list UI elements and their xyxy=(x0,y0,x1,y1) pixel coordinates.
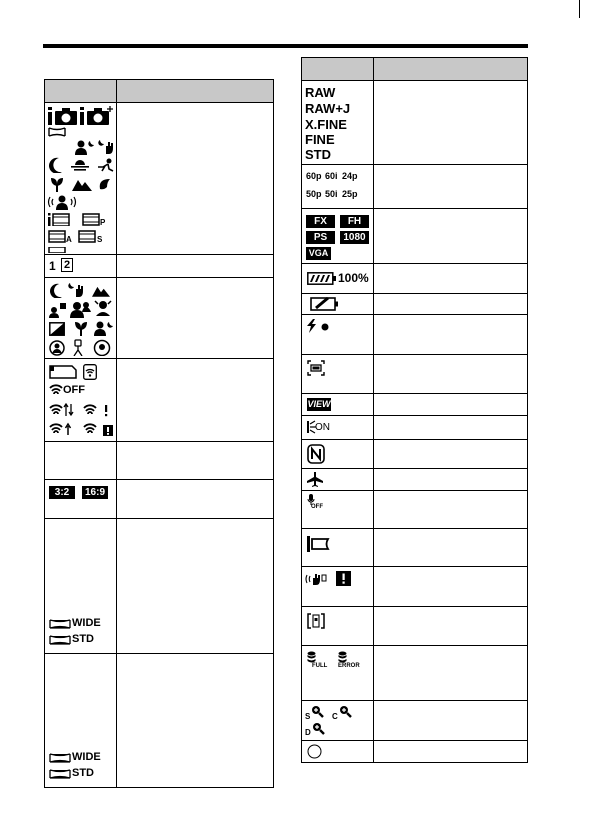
movie-s-label: S xyxy=(97,235,103,244)
quality-raw-j-label: RAW+J xyxy=(305,101,351,116)
table-row xyxy=(45,103,274,255)
table-row xyxy=(302,264,528,294)
sports-action-icon xyxy=(97,158,115,172)
table-row xyxy=(302,741,528,763)
right-icon-table xyxy=(301,57,528,763)
fps-60p-label: 60p xyxy=(306,171,322,181)
rec-1080-badge: 1080 xyxy=(340,231,369,244)
database-full-label: FULL xyxy=(312,663,328,669)
table-row xyxy=(302,701,528,741)
flash-charging-icon xyxy=(307,319,331,333)
panorama-std-label: STD xyxy=(72,633,94,645)
spotlight-icon xyxy=(94,300,112,318)
wifi-transfer-icon xyxy=(49,403,75,417)
quality-std-label: STD xyxy=(305,147,331,162)
battery-empty-icon xyxy=(308,297,338,311)
aspect-16-9-badge: 16:9 xyxy=(82,486,108,499)
fps-50i-label: 50i xyxy=(325,189,338,199)
table-header-row xyxy=(45,80,274,103)
movie-p-icon xyxy=(82,213,100,226)
backlight-portrait-icon xyxy=(49,302,67,318)
aspect-3-2-badge: 3:2 xyxy=(49,486,75,499)
panorama-std-icon xyxy=(49,769,71,779)
lens-flag-icon xyxy=(307,536,331,552)
movie-p-label: P xyxy=(100,218,106,227)
table-row xyxy=(302,315,528,355)
macro-icon xyxy=(49,176,65,192)
table-row xyxy=(302,646,528,701)
portrait-icon xyxy=(75,139,95,155)
panorama-wide-icon xyxy=(49,619,71,629)
movie-s-icon xyxy=(78,230,96,243)
fps-24p-label: 24p xyxy=(342,171,358,181)
table-row xyxy=(45,519,274,654)
portrait-group-icon xyxy=(69,300,91,318)
table-row xyxy=(45,255,274,278)
baby-icon xyxy=(93,339,111,356)
person-circle-icon xyxy=(49,340,65,356)
table-row xyxy=(302,394,528,416)
panorama-std-icon xyxy=(49,635,71,645)
table-row xyxy=(302,355,528,394)
panorama-wide-label: WIDE xyxy=(72,751,101,763)
table-row xyxy=(45,654,274,788)
table-row xyxy=(45,480,274,519)
table-row xyxy=(302,209,528,264)
zoom-c-icon xyxy=(339,705,352,718)
rec-fh-badge: FH xyxy=(340,215,369,228)
circle-icon xyxy=(307,744,322,759)
hand-held-twilight-icon xyxy=(97,139,115,155)
camera-shake-icon xyxy=(305,572,327,586)
fps-25p-label: 25p xyxy=(342,189,358,199)
memory-1-label: 1 xyxy=(49,259,56,273)
crop-mark xyxy=(579,0,580,18)
memory-card-icon xyxy=(49,365,77,379)
zoom-s-label: S xyxy=(305,712,311,721)
intelligent-auto-icon xyxy=(48,107,78,125)
wifi-off-icon xyxy=(49,383,63,397)
panorama-wide-icon xyxy=(49,753,71,763)
table-row xyxy=(302,440,528,469)
landscape-icon xyxy=(92,284,110,297)
night-scene-icon xyxy=(49,157,63,173)
zoom-c-label: C xyxy=(332,712,338,721)
rec-vga-badge: VGA xyxy=(306,247,331,260)
fps-50p-label: 50p xyxy=(306,189,322,199)
section-rule xyxy=(43,44,528,48)
panorama-std-label: STD xyxy=(72,767,94,779)
table-row xyxy=(45,359,274,442)
zoom-d-icon xyxy=(312,722,325,735)
battery-icon xyxy=(307,272,337,285)
rec-ps-badge: PS xyxy=(306,231,335,244)
table-row xyxy=(302,607,528,646)
scene-selection-icon xyxy=(97,176,113,192)
nfc-icon xyxy=(307,444,325,464)
af-illuminator-on-label: ON xyxy=(315,422,330,433)
shooting-mode-frame-icon xyxy=(307,613,325,629)
macro-icon xyxy=(73,320,89,336)
superior-auto-icon xyxy=(80,105,114,125)
table-row xyxy=(302,567,528,607)
mic-off-label: OFF xyxy=(311,504,323,510)
night-scene-icon xyxy=(50,283,63,298)
wifi-warning-icon xyxy=(83,403,111,417)
table-header-row xyxy=(302,58,528,81)
wifi-off-label: OFF xyxy=(63,384,85,396)
table-row xyxy=(302,491,528,529)
backlight-icon xyxy=(49,322,65,336)
panorama-wide-label: WIDE xyxy=(72,617,101,629)
battery-percent-label: 100% xyxy=(338,271,369,285)
table-row xyxy=(302,416,528,440)
zoom-d-label: D xyxy=(305,728,311,737)
database-full-icon xyxy=(307,651,316,663)
memory-2-label: 2 xyxy=(61,258,73,272)
wifi-error-icon xyxy=(83,422,115,437)
sweep-panorama-icon xyxy=(48,127,66,137)
warning-icon xyxy=(336,571,351,586)
tripod-icon xyxy=(73,339,83,356)
movie-m-icon xyxy=(48,247,66,253)
movie-a-label: A xyxy=(66,235,72,244)
af-area-icon xyxy=(307,360,325,376)
wifi-upload-icon xyxy=(49,422,75,436)
table-row xyxy=(45,442,274,480)
night-portrait-icon xyxy=(94,320,114,336)
fps-60i-label: 60i xyxy=(325,171,338,181)
rec-fx-badge: FX xyxy=(306,215,335,228)
database-error-label: ERROR xyxy=(338,663,360,669)
table-row xyxy=(302,529,528,567)
sunset-icon xyxy=(71,158,89,172)
hand-held-twilight-icon xyxy=(67,282,85,298)
movie-intelligent-icon xyxy=(48,213,70,226)
left-icon-table xyxy=(44,79,274,788)
airplane-icon xyxy=(307,472,323,487)
table-row xyxy=(302,81,528,165)
anti-motion-blur-icon xyxy=(47,194,77,210)
database-error-icon xyxy=(338,651,347,663)
movie-a-icon xyxy=(48,230,66,243)
quality-raw-label: RAW xyxy=(305,85,336,100)
table-row xyxy=(302,165,528,209)
zoom-s-icon xyxy=(311,705,324,718)
quality-xfine-label: X.FINE xyxy=(305,117,347,132)
view-badge: VIEW xyxy=(307,399,331,409)
table-row xyxy=(302,469,528,491)
wifi-icon xyxy=(83,364,97,380)
table-row xyxy=(45,278,274,359)
quality-fine-label: FINE xyxy=(305,132,335,147)
table-row xyxy=(302,294,528,315)
landscape-icon xyxy=(72,177,92,191)
